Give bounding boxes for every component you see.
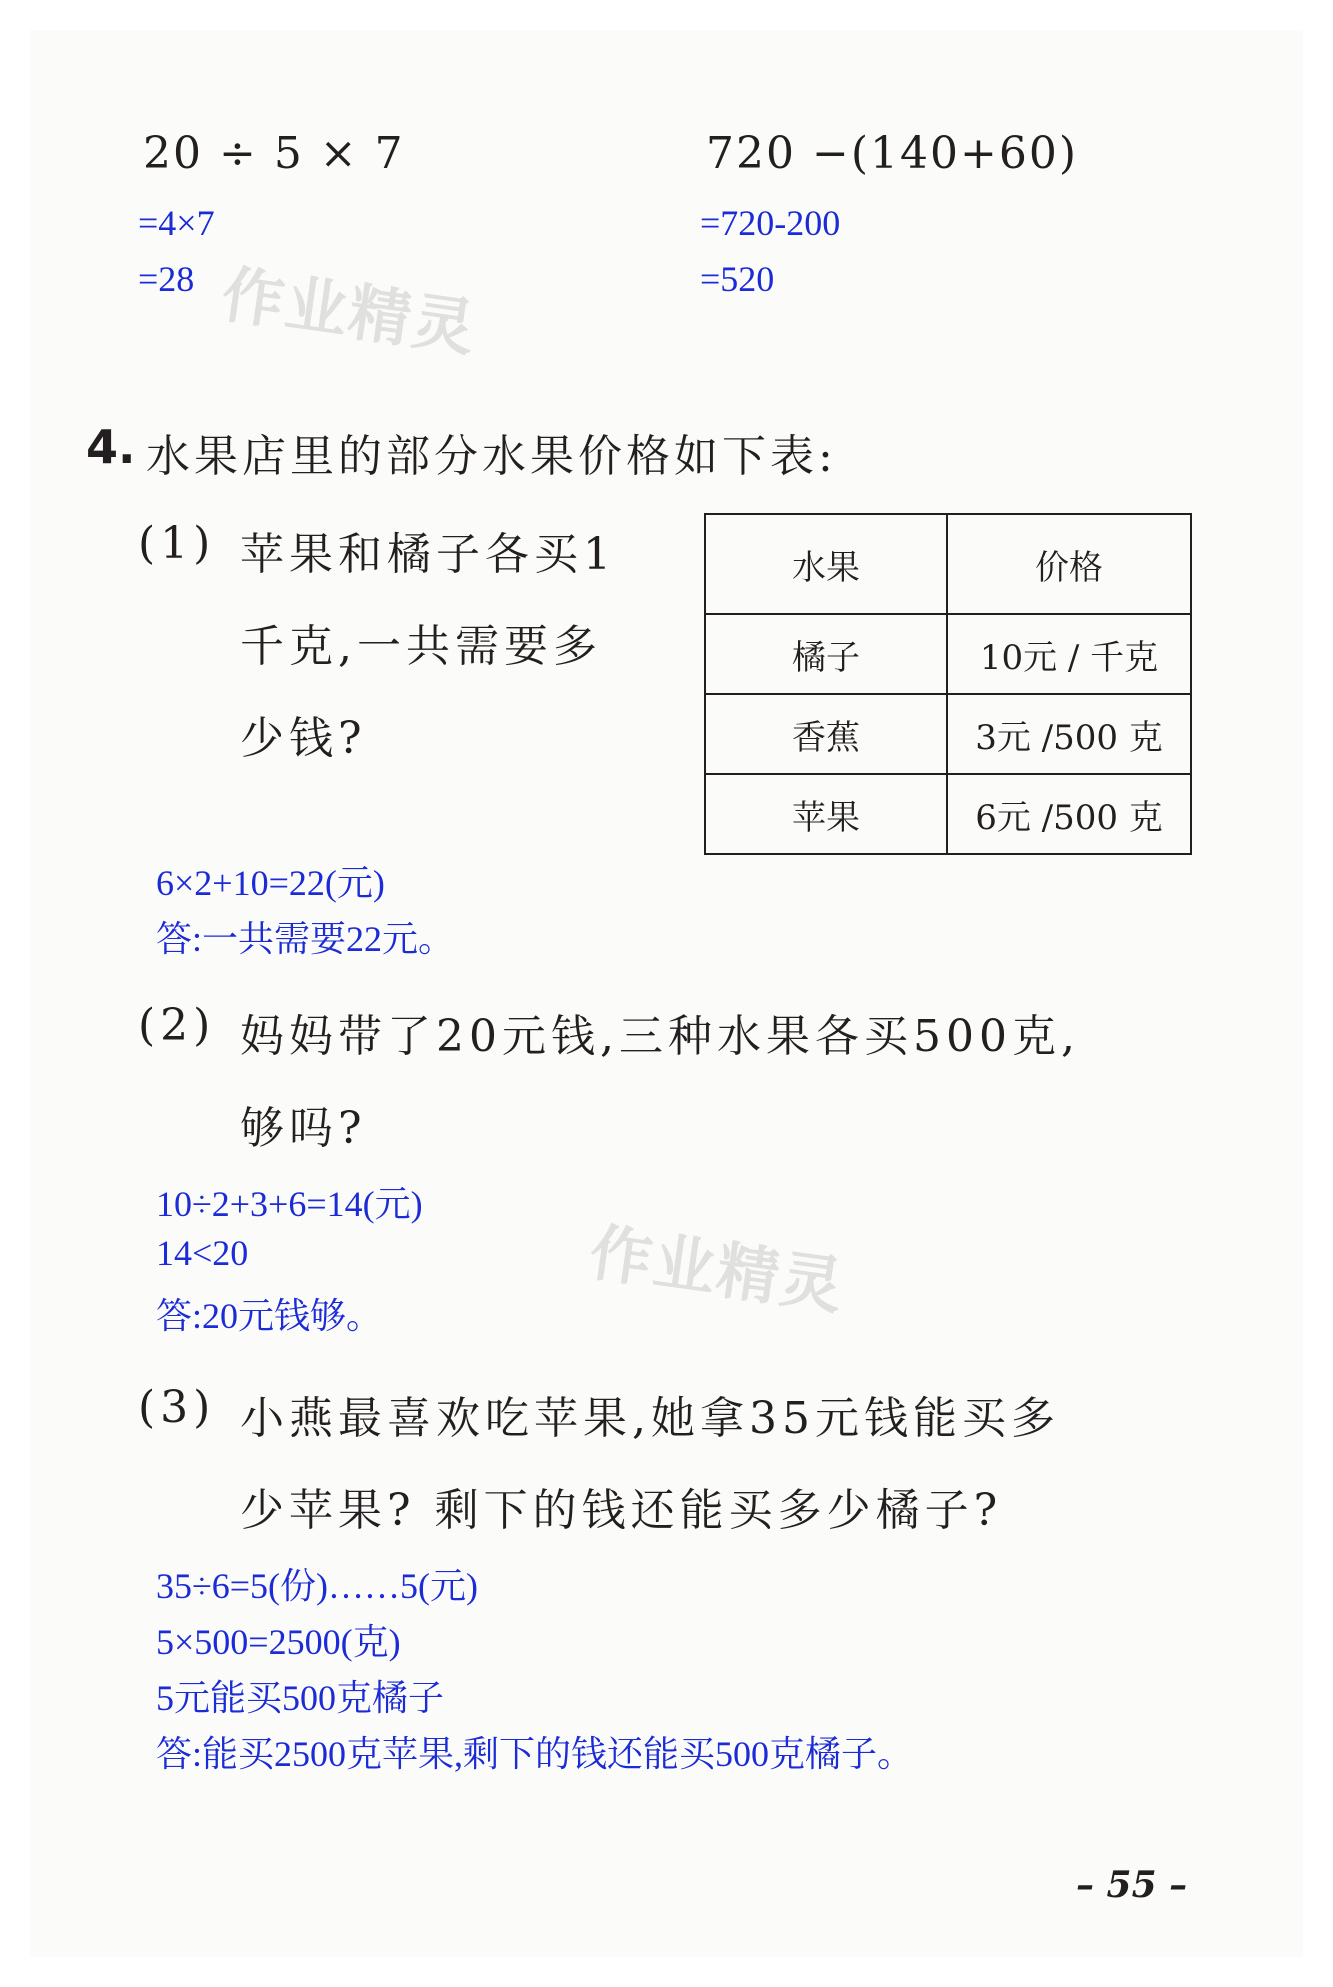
part3-line2: 少苹果? 剩下的钱还能买多少橘子? (240, 1485, 1003, 1536)
table-cell-fruit: 苹果 (705, 774, 947, 854)
part1-line1: 苹果和橘子各买1 (240, 529, 616, 580)
table-cell-price: 3元 /500 克 (947, 694, 1191, 774)
part3-answer-note: 5元能买500克橘子 (156, 1678, 445, 1718)
part2-answer-calc: 10÷2+3+6=14(元) (156, 1184, 423, 1224)
calc-right-step2: =520 (700, 259, 775, 299)
part2-label: (2) (138, 1000, 216, 1051)
page-number: – 55 – (1076, 1864, 1188, 1906)
table-header-row (705, 514, 1191, 614)
question-title: 水果店里的部分水果价格如下表: (146, 431, 837, 482)
table-header-fruit: 水果 (705, 514, 947, 614)
part1-line3: 少钱? (240, 713, 367, 764)
table-header-price: 价格 (947, 514, 1191, 614)
part3-answer-calc2: 5×500=2500(克) (156, 1622, 401, 1662)
table-row (705, 694, 1191, 774)
calc-left-step2: =28 (138, 259, 195, 299)
watermark-middle: 作业精灵 (585, 1215, 850, 1324)
question-number: 4. (86, 420, 136, 474)
calc-right-step1: =720-200 (700, 203, 841, 243)
table-row (705, 774, 1191, 854)
part3-answer-text: 答:能买2500克苹果,剩下的钱还能买500克橘子。 (156, 1734, 914, 1774)
part2-line1: 妈妈带了20元钱,三种水果各买500克, (240, 1011, 1080, 1062)
part3-line1: 小燕最喜欢吃苹果,她拿35元钱能买多 (240, 1393, 1060, 1444)
part3-answer-calc1: 35÷6=5(份)……5(元) (156, 1566, 479, 1606)
price-table (704, 513, 1192, 855)
table-row (705, 614, 1191, 694)
part1-label: (1) (138, 518, 216, 569)
part2-answer-compare: 14<20 (156, 1233, 249, 1273)
part2-line2: 够吗? (240, 1103, 367, 1154)
table-cell-price: 6元 /500 克 (947, 774, 1191, 854)
part1-answer-text: 答:一共需要22元。 (156, 919, 455, 959)
part1-answer-calc: 6×2+10=22(元) (156, 863, 385, 903)
part3-label: (3) (138, 1382, 216, 1433)
part2-answer-text: 答:20元钱够。 (156, 1296, 383, 1336)
calc-right-expression: 720 −(140+60) (706, 128, 1079, 179)
table-cell-price: 10元 / 千克 (947, 614, 1191, 694)
calc-left-step1: =4×7 (138, 203, 215, 243)
table-cell-fruit: 香蕉 (705, 694, 947, 774)
part1-line2: 千克,一共需要多 (240, 621, 602, 672)
watermark-top: 作业精灵 (217, 257, 482, 366)
table-cell-fruit: 橘子 (705, 614, 947, 694)
calc-left-expression: 20 ÷ 5 × 7 (143, 128, 405, 179)
